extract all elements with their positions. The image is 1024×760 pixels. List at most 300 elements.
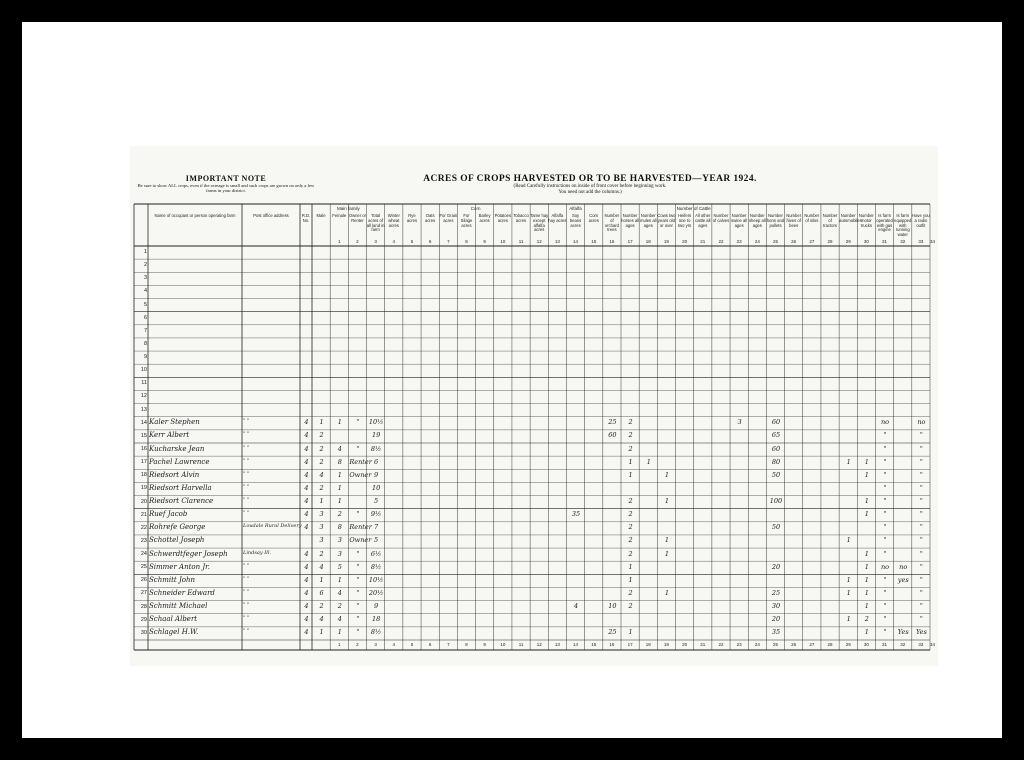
sheet-instructions-1: (Read Carefully instructions on inside of front cover before beginning work.	[513, 184, 667, 189]
cell-value: 2	[319, 444, 324, 453]
cell-value: 5	[337, 562, 342, 571]
cell-value: 3	[319, 536, 324, 545]
row-number: 23	[140, 537, 147, 544]
cell-value: 9½	[370, 510, 382, 519]
row-number: 10	[140, 367, 147, 374]
row-number: 2	[143, 262, 147, 269]
footer-column-number: 26	[791, 642, 797, 647]
cell-value: 1	[337, 497, 342, 506]
cell-value: 20½	[368, 588, 384, 597]
column-number: 32	[900, 239, 906, 244]
row-number: 9	[143, 354, 147, 361]
footer-column-number: 18	[645, 642, 651, 647]
footer-column-number: 24	[754, 642, 760, 647]
cell-value: 1	[337, 628, 342, 637]
cell-value: "	[919, 431, 923, 440]
column-header: Oats acres	[425, 213, 436, 223]
footer-column-number: 7	[447, 642, 450, 647]
cell-value: 3	[337, 549, 342, 558]
cell-value: "	[919, 588, 923, 597]
occupant-name: Schwerdtfeger Joseph	[149, 549, 228, 558]
cell-value: 1	[628, 562, 633, 571]
row-number: 15	[140, 432, 147, 439]
cell-value: 2	[319, 457, 324, 466]
post-office: " "	[243, 615, 250, 622]
cell-value: 2	[628, 431, 633, 440]
footer-column-number: 5	[410, 642, 414, 647]
footer-column-number: 23	[736, 642, 742, 647]
row-number: 18	[140, 472, 147, 479]
column-header: Male	[316, 213, 326, 218]
cell-value: 1	[864, 549, 869, 558]
row-number: 8	[143, 340, 147, 347]
cell-value: 1	[319, 575, 324, 584]
column-header: Name of occupant or person operating farm	[154, 213, 236, 218]
column-number: 11	[518, 239, 524, 244]
cell-value: 2	[337, 510, 342, 519]
row-number: 12	[140, 393, 147, 400]
cell-value: "	[356, 562, 360, 571]
note-title: IMPORTANT NOTE	[185, 174, 267, 183]
footer-column-number: 12	[536, 642, 542, 647]
post-office: " "	[243, 431, 250, 438]
row-number: 6	[143, 314, 147, 321]
cell-value: 4	[319, 562, 324, 571]
footer-column-number: 33	[918, 642, 924, 647]
footer-column-number: 28	[827, 642, 833, 647]
cell-value: 1	[846, 588, 851, 597]
post-office: " "	[243, 575, 250, 582]
cell-value: 7	[374, 523, 379, 532]
column-header: Tobacco acres	[513, 213, 529, 223]
cell-value: no	[917, 418, 926, 427]
column-number: 13	[554, 239, 560, 244]
cell-value: 6½	[370, 549, 382, 558]
cell-value: "	[883, 470, 887, 479]
cell-value: 1	[864, 510, 869, 519]
footer-column-number: 34	[930, 642, 936, 647]
cell-value: 4	[304, 575, 309, 584]
column-header: R.D. No.	[301, 213, 311, 223]
column-number: 10	[500, 239, 506, 244]
cell-value: 1	[646, 457, 651, 466]
cell-value: "	[883, 457, 887, 466]
cell-value: "	[356, 575, 360, 584]
cell-value: "	[919, 510, 923, 519]
cell-value: 1	[628, 575, 633, 584]
column-header: Number horses all ages	[621, 213, 640, 228]
cell-value: "	[883, 523, 887, 532]
footer-column-number: 32	[900, 642, 906, 647]
column-number: 29	[845, 239, 851, 244]
column-header: Number of orchard trees	[604, 213, 620, 233]
cell-value: "	[919, 497, 923, 506]
cell-value: 4	[304, 523, 309, 532]
cell-value: 1	[319, 418, 324, 427]
footer-column-number: 29	[845, 642, 851, 647]
cell-value: 4	[337, 615, 342, 624]
cell-value: 4	[304, 615, 309, 624]
footer-column-number: 6	[428, 642, 432, 647]
column-number: 15	[591, 239, 597, 244]
cell-value: 65	[771, 431, 781, 440]
cell-value: 1	[337, 418, 342, 427]
column-number: 8	[465, 239, 468, 244]
row-number: 14	[140, 419, 147, 426]
column-header: Number hives of bees	[786, 213, 802, 228]
cell-value: 2	[319, 483, 324, 492]
column-number: 2	[356, 239, 359, 244]
column-header: Number mules all ages	[639, 213, 657, 228]
cell-value: 4	[304, 602, 309, 611]
cell-value: "	[356, 549, 360, 558]
cell-value: 20	[771, 615, 781, 624]
column-number: 20	[682, 239, 688, 244]
cell-value: no	[899, 562, 908, 571]
cell-value: 3	[319, 510, 324, 519]
cell-value: 3	[737, 418, 742, 427]
cell-value: 25	[608, 628, 617, 637]
occupant-name: Riedsort Alvin	[149, 470, 200, 479]
cell-value: 60	[608, 431, 617, 440]
cell-value: 19	[371, 431, 381, 440]
cell-value: Owner	[349, 536, 372, 545]
cell-value: 3	[337, 536, 342, 545]
cell-value: 1	[664, 536, 669, 545]
cell-value: "	[883, 431, 887, 440]
cell-value: 100	[769, 497, 783, 506]
column-header: Barley acres	[478, 213, 491, 223]
cell-value: 4	[304, 418, 309, 427]
column-number: 17	[627, 239, 633, 244]
column-header: Soy beans acres	[569, 213, 582, 228]
cell-value: "	[919, 602, 923, 611]
cell-value: 10½	[368, 418, 384, 427]
note-text: Be sure to show ALL crops, even if the acreage is small and such crops are grown on only a few farms in your district.	[137, 183, 315, 194]
cell-value: 4	[304, 588, 309, 597]
occupant-name: Rohrefe George	[149, 523, 206, 532]
cell-value: 50	[771, 470, 781, 479]
footer-column-number: 8	[465, 642, 468, 647]
footer-column-number: 22	[718, 642, 724, 647]
post-office: Loudale Rural Delivery	[243, 523, 302, 530]
cell-value: 1	[664, 497, 669, 506]
column-header: For Silage acres	[460, 213, 473, 228]
column-number: 1	[338, 239, 341, 244]
column-number: 4	[392, 239, 396, 244]
post-office: " "	[243, 628, 250, 635]
footer-column-number: 14	[573, 642, 579, 647]
occupant-name: Simmer Anton Jr.	[149, 562, 210, 571]
cell-value: 4	[304, 444, 309, 453]
footer-column-number: 27	[809, 642, 815, 647]
cell-value: 60	[771, 418, 781, 427]
column-header: Number of tractors	[822, 213, 838, 228]
cell-value: 4	[304, 470, 309, 479]
column-header: For Grain acres	[439, 213, 458, 223]
column-number: 27	[809, 239, 815, 244]
cell-value: 5	[374, 536, 379, 545]
cell-value: 4	[573, 602, 579, 611]
column-header: Number motor trucks	[858, 213, 874, 228]
footer-column-number: 2	[356, 642, 359, 647]
cell-value: 18	[371, 615, 381, 624]
cell-value: 2	[628, 510, 633, 519]
cell-value: 4	[304, 628, 309, 637]
post-office: " "	[243, 418, 250, 425]
column-header: Post office address	[253, 213, 289, 218]
cell-value: 2	[628, 444, 633, 453]
column-number: 24	[754, 239, 760, 244]
cell-value: "	[356, 602, 360, 611]
footer-column-number: 3	[374, 642, 377, 647]
occupant-name: Schmitt John	[149, 575, 195, 584]
cell-value: "	[883, 549, 887, 558]
cell-value: "	[919, 536, 923, 545]
footer-column-number: 30	[863, 642, 869, 647]
scan-page	[22, 22, 1002, 738]
cell-value: 1	[864, 470, 869, 479]
row-number: 28	[140, 603, 147, 610]
cell-value: 4	[304, 457, 309, 466]
cell-value: 8½	[370, 628, 382, 637]
row-number: 24	[140, 551, 147, 558]
cell-value: 2	[337, 602, 342, 611]
row-number: 29	[140, 616, 147, 623]
cell-value: "	[883, 588, 887, 597]
column-header: Cows two years old or over	[657, 213, 676, 228]
cell-value: 4	[304, 431, 309, 440]
footer-column-number: 9	[483, 642, 486, 647]
cell-value: Yes	[915, 628, 927, 637]
column-number: 18	[645, 239, 651, 244]
occupant-name: Schlagel H.W.	[149, 628, 199, 637]
cell-value: "	[883, 510, 887, 519]
cell-value: 8	[337, 523, 342, 532]
cell-value: 1	[864, 562, 869, 571]
column-number: 30	[863, 239, 869, 244]
cell-value: 1	[319, 628, 324, 637]
column-header: All other cattle all ages	[695, 213, 711, 228]
cell-value: Renter	[349, 523, 372, 532]
row-number: 11	[141, 380, 147, 387]
cell-value: 1	[337, 483, 342, 492]
cell-value: 1	[864, 497, 869, 506]
cell-value: Owner	[349, 470, 372, 479]
cell-value: "	[919, 575, 923, 584]
cell-value: 1	[664, 549, 669, 558]
footer-column-number: 11	[518, 642, 524, 647]
cell-value: "	[356, 444, 360, 453]
occupant-name: Pachel Lawrence	[149, 457, 210, 466]
cell-value: "	[883, 602, 887, 611]
column-header: Female	[332, 213, 347, 218]
row-number: 3	[143, 275, 147, 282]
cell-value: "	[356, 615, 360, 624]
row-number: 1	[143, 249, 147, 255]
cell-value: 8½	[370, 444, 382, 453]
post-office: " "	[243, 444, 250, 451]
cell-value: "	[356, 628, 360, 637]
post-office: " "	[243, 602, 250, 609]
cell-value: 1	[628, 470, 633, 479]
occupant-name: Kaler Stephen	[149, 418, 200, 427]
cell-value: 2	[319, 549, 324, 558]
sheet-title: ACRES OF CROPS HARVESTED OR TO BE HARVESTED—YEAR 1924.	[423, 174, 757, 184]
occupant-name: Kucharske Jean	[149, 444, 205, 453]
post-office: " "	[243, 562, 250, 569]
column-header: Is farm equipped with running water	[894, 213, 912, 238]
cell-value: Yes	[897, 628, 909, 637]
cell-value: "	[919, 615, 923, 624]
header-group-label: Corn	[470, 206, 481, 211]
cell-value: 10	[608, 602, 617, 611]
cell-value: 25	[771, 588, 781, 597]
cell-value: "	[356, 418, 360, 427]
column-number: 25	[772, 239, 778, 244]
footer-column-number: 19	[663, 642, 669, 647]
cell-value: 8	[337, 457, 342, 466]
column-number: 3	[374, 239, 377, 244]
row-number: 4	[143, 288, 147, 295]
column-number: 5	[410, 239, 414, 244]
cell-value: 6	[374, 457, 379, 466]
column-header: Is farm operated with gas engine	[876, 213, 893, 233]
row-number: 21	[140, 511, 147, 518]
footer-column-number: 31	[882, 642, 888, 647]
cell-value: 1	[337, 575, 342, 584]
cell-value: "	[883, 497, 887, 506]
cell-value: "	[356, 510, 360, 519]
column-number: 7	[447, 239, 450, 244]
cell-value: 50	[771, 523, 781, 532]
row-number: 22	[140, 524, 147, 531]
row-number: 25	[140, 564, 147, 571]
cell-value: "	[919, 457, 923, 466]
cell-value: "	[883, 536, 887, 545]
cell-value: "	[883, 575, 887, 584]
occupant-name: Schneider Edward	[149, 588, 215, 597]
row-number: 13	[140, 406, 147, 413]
cell-value: 9	[374, 602, 379, 611]
column-header: Number of calves	[712, 213, 730, 223]
cell-value: 4	[304, 549, 309, 558]
cell-value: 1	[664, 588, 669, 597]
row-number: 19	[140, 485, 147, 492]
footer-column-number: 17	[627, 642, 633, 647]
cell-value: 1	[864, 575, 869, 584]
column-number: 34	[930, 239, 936, 244]
footer-column-number: 10	[500, 642, 506, 647]
cell-value: 2	[628, 418, 633, 427]
cell-value: "	[883, 628, 887, 637]
cell-value: 2	[628, 602, 633, 611]
post-office: " "	[243, 483, 250, 490]
cell-value: no	[881, 562, 890, 571]
cell-value: 2	[628, 536, 633, 545]
cell-value: yes	[897, 575, 909, 584]
cell-value: 1	[846, 575, 851, 584]
column-header: Total acres of all land in farm	[366, 213, 385, 233]
cell-value: "	[919, 562, 923, 571]
cell-value: no	[881, 418, 890, 427]
column-header: Heifers one to two yrs	[677, 213, 692, 228]
cell-value: 1	[319, 497, 324, 506]
column-header: Number hens and pullets	[766, 213, 785, 228]
column-header: Tame hay except alfalfa acres	[530, 213, 549, 233]
cell-value: 3	[319, 523, 324, 532]
row-number: 26	[140, 577, 147, 584]
column-header: Number sheep all ages	[748, 213, 766, 228]
column-number: 12	[536, 239, 542, 244]
footer-column-number: 25	[772, 642, 778, 647]
column-header: Rye acres	[406, 213, 418, 223]
column-header: Number of silos	[804, 213, 820, 223]
cell-value: "	[883, 615, 887, 624]
cell-value: 4	[304, 483, 309, 492]
cell-value: "	[919, 483, 923, 492]
post-office: " "	[243, 457, 250, 464]
cell-value: 5	[374, 497, 379, 506]
cell-value: 2	[628, 549, 633, 558]
occupant-name: Schottel Joseph	[149, 536, 205, 545]
cell-value: "	[883, 444, 887, 453]
footer-column-number: 1	[338, 642, 341, 647]
cell-value: Renter	[349, 457, 372, 466]
sheet-instructions-2: You need not add the columns.)	[558, 190, 622, 195]
column-number: 16	[609, 239, 615, 244]
cell-value: 25	[608, 418, 617, 427]
column-number: 21	[700, 239, 706, 244]
column-header: Alfalfa hay acres	[548, 213, 567, 223]
cell-value: 35	[771, 628, 781, 637]
cell-value: 9	[374, 470, 379, 479]
column-number: 9	[483, 239, 486, 244]
cell-value: 1	[864, 628, 869, 637]
column-number: 19	[663, 239, 669, 244]
cell-value: 1	[864, 457, 869, 466]
cell-value: 1	[628, 457, 633, 466]
cell-value: 35	[571, 510, 581, 519]
footer-column-number: 21	[700, 642, 706, 647]
cell-value: 80	[771, 457, 781, 466]
row-number: 30	[140, 629, 147, 636]
column-header: Winter wheat acres	[387, 213, 400, 228]
post-office: " "	[243, 510, 250, 517]
column-header: Corn acres	[588, 213, 599, 223]
cell-value: 20	[771, 562, 781, 571]
column-number: 23	[736, 239, 742, 244]
cell-value: 2	[628, 523, 633, 532]
cell-value: "	[356, 588, 360, 597]
cell-value: 6	[319, 588, 324, 597]
header-group-label: Number of Cattle	[676, 206, 711, 211]
column-number: 6	[428, 239, 432, 244]
column-number: 22	[718, 239, 724, 244]
cell-value: "	[883, 483, 887, 492]
footer-column-number: 20	[682, 642, 688, 647]
column-number: 26	[791, 239, 797, 244]
footer-column-number: 16	[609, 642, 615, 647]
cell-value: 4	[304, 562, 309, 571]
cell-value: 1	[846, 457, 851, 466]
cell-value: 1	[337, 470, 342, 479]
row-number: 5	[143, 301, 147, 308]
cell-value: 4	[337, 588, 342, 597]
cell-value: 10½	[368, 575, 384, 584]
column-number: 31	[882, 239, 888, 244]
column-number: 28	[827, 239, 833, 244]
